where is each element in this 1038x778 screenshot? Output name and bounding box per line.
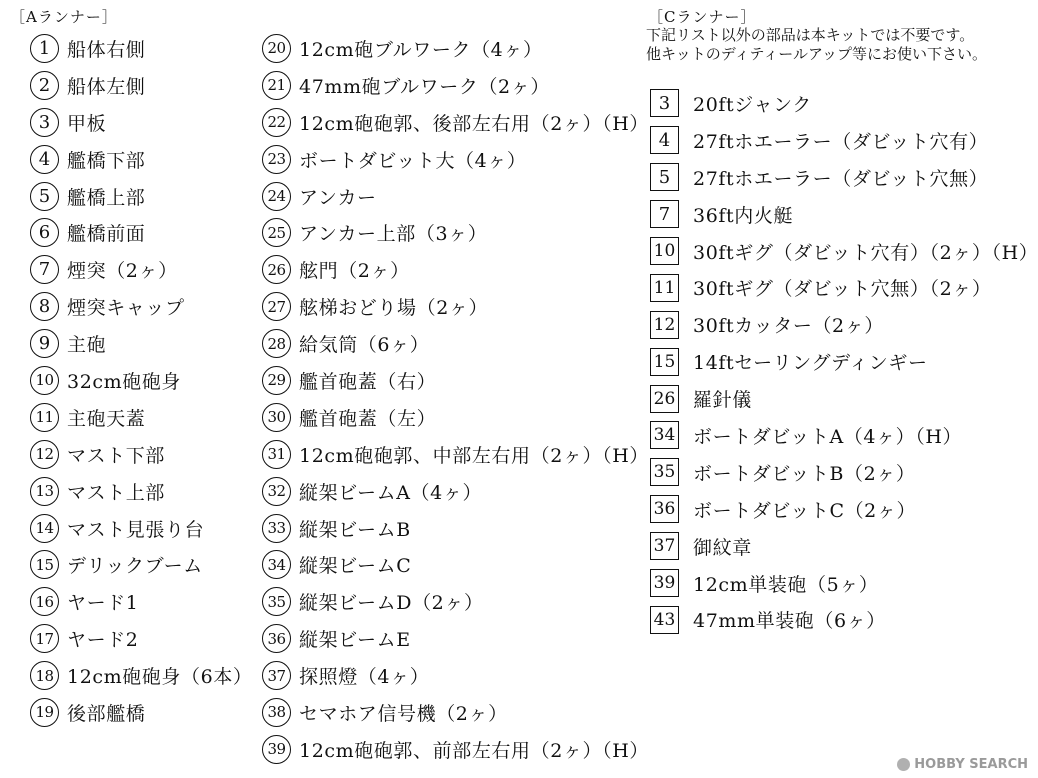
part-row [30,657,253,694]
part-row [30,30,253,67]
part-row [30,288,253,325]
part-number-circle: 13 [30,477,59,506]
part-name: 47mm砲ブルワーク（2ヶ） [299,75,550,98]
part-name: ボートダビットC（2ヶ） [693,499,917,522]
part-name: 20ftジャンク [693,93,812,116]
part-row [262,436,649,473]
part-number-circle: 4 [30,145,59,174]
part-name: 47mm単装砲（6ヶ） [693,610,886,633]
part-number-circle: 25 [262,218,291,247]
part-number-box: 15 [650,348,679,376]
part-name: 舷梯おどり場（2ヶ） [299,297,489,320]
part-name: 30ftギグ（ダビット穴無）（2ヶ） [693,278,992,301]
part-row [30,362,253,399]
part-name: マスト見張り台 [67,518,205,541]
part-row [650,491,1038,528]
part-row [262,178,649,215]
part-row [650,85,1038,122]
part-number-circle: 21 [262,71,291,100]
part-row [30,325,253,362]
part-row [262,731,649,768]
part-row [650,306,1038,343]
part-row [262,510,649,547]
part-row [262,657,649,694]
part-name: 給気筒（6ヶ） [299,334,430,357]
part-name: 36ft内火艇 [693,204,794,227]
part-number-circle: 29 [262,366,291,395]
part-number-circle: 31 [262,440,291,469]
part-row [30,583,253,620]
part-number-circle: 7 [30,255,59,284]
part-row [262,141,649,178]
part-name: 船体右側 [67,38,146,61]
part-number-box: 37 [650,532,679,560]
part-row [30,141,253,178]
c-runner-title: ［Cランナー］ [648,8,757,26]
part-name: マスト下部 [67,444,166,467]
part-name: 舷門（2ヶ） [299,260,410,283]
part-number-circle: 32 [262,477,291,506]
part-name: ヤード2 [67,629,139,652]
part-number-box: 5 [650,163,679,191]
part-number-box: 26 [650,385,679,413]
part-name: ボートダビットA（4ヶ）（H） [693,425,963,448]
part-number-circle: 15 [30,550,59,579]
part-row [650,528,1038,565]
c-runner-note [646,26,987,64]
part-row [30,67,253,104]
part-name: 30ftカッター（2ヶ） [693,315,884,338]
part-name: 艦首砲蓋（右） [299,370,437,393]
part-number-circle: 37 [262,661,291,690]
part-number-circle: 23 [262,145,291,174]
part-name: 艦橋前面 [67,223,146,246]
part-name: 14ftセーリングディンギー [693,352,928,375]
part-name: アンカー上部（3ヶ） [299,223,488,246]
part-name: セマホア信号機（2ヶ） [299,702,508,725]
part-row [30,251,253,288]
part-number-box: 7 [650,200,679,228]
part-number-circle: 9 [30,329,59,358]
part-row [262,251,649,288]
hobby-search-logo-icon [897,758,910,771]
part-number-circle: 22 [262,108,291,137]
part-name: 艦橋上部 [67,186,146,209]
part-number-circle: 6 [30,218,59,247]
part-number-box: 12 [650,311,679,339]
watermark-text: HOBBY SEARCH [914,757,1028,772]
part-number-box: 11 [650,274,679,302]
part-name: 主砲天蓋 [67,407,146,430]
part-row [30,694,253,731]
part-name: 艦首砲蓋（左） [299,407,437,430]
part-row [30,214,253,251]
part-name: 30ftギグ（ダビット穴有）（2ヶ）（H） [693,241,1038,264]
part-number-circle: 14 [30,514,59,543]
part-row [650,343,1038,380]
part-number-circle: 18 [30,661,59,690]
part-name: 羅針儀 [693,389,752,412]
part-name: 12cm砲砲郭、後部左右用（2ヶ）（H） [299,112,649,135]
part-number-circle: 10 [30,366,59,395]
part-name: マスト上部 [67,481,166,504]
part-row [30,620,253,657]
part-number-box: 36 [650,495,679,523]
part-number-box: 35 [650,458,679,486]
part-number-circle: 30 [262,403,291,432]
c-runner-note-line-2: 他キットのディティールアップ等にお使い下さい。 [646,45,987,63]
part-number-box: 34 [650,421,679,449]
part-number-circle: 8 [30,292,59,321]
c-runner-list [650,85,1038,638]
part-row [262,694,649,731]
part-number-circle: 39 [262,735,291,764]
part-name: ボートダビット大（4ヶ） [299,149,527,172]
part-name: 12cm砲砲身（6本） [67,666,253,689]
part-name: 12cm砲砲郭、前部左右用（2ヶ）（H） [299,739,649,762]
part-row [650,380,1038,417]
part-name: 27ftホエーラー（ダビット穴有） [693,130,989,153]
part-name: 縦架ビームE [299,629,411,652]
part-number-box: 4 [650,126,679,154]
part-number-circle: 38 [262,698,291,727]
part-row [262,546,649,583]
part-number-circle: 33 [262,514,291,543]
part-row [262,30,649,67]
part-row [650,454,1038,491]
part-number-circle: 17 [30,624,59,653]
hobby-search-watermark [897,757,1028,772]
part-number-box: 43 [650,606,679,634]
part-name: 27ftホエーラー（ダビット穴無） [693,167,989,190]
part-name: 12cm砲ブルワーク（4ヶ） [299,38,543,61]
part-number-circle: 26 [262,255,291,284]
part-name: 艦橋下部 [67,149,146,172]
part-number-box: 3 [650,89,679,117]
a-runner-list-column-1 [30,30,253,731]
part-name: 探照燈（4ヶ） [299,666,430,689]
part-number-circle: 24 [262,182,291,211]
part-name: ボートダビットB（2ヶ） [693,462,916,485]
part-number-circle: 36 [262,624,291,653]
part-number-circle: 1 [30,34,59,63]
part-row [30,473,253,510]
part-number-circle: 27 [262,292,291,321]
part-number-circle: 34 [262,550,291,579]
part-name: 船体左側 [67,75,146,98]
part-row [30,104,253,141]
part-row [650,565,1038,602]
part-name: 12cm砲砲郭、中部左右用（2ヶ）（H） [299,444,649,467]
part-name: 12cm単装砲（5ヶ） [693,573,879,596]
part-name: 煙突（2ヶ） [67,260,178,283]
part-name: 縦架ビームA（4ヶ） [299,481,483,504]
c-runner-note-line-1: 下記リスト以外の部品は本キットでは不要です。 [646,26,975,44]
part-row [262,288,649,325]
part-row [262,104,649,141]
part-name: デリックブーム [67,555,203,578]
part-number-circle: 12 [30,440,59,469]
a-runner-list-column-2 [262,30,649,768]
part-name: 煙突キャップ [67,297,185,320]
part-row [262,67,649,104]
part-name: 32cm砲砲身 [67,370,182,393]
part-row [650,269,1038,306]
part-row [650,196,1038,233]
part-number-circle: 3 [30,108,59,137]
part-row [262,473,649,510]
part-row [262,214,649,251]
part-name: 後部艦橋 [67,702,146,725]
part-number-circle: 5 [30,182,59,211]
part-number-circle: 35 [262,587,291,616]
part-row [650,601,1038,638]
part-name: 主砲 [67,334,107,357]
part-name: 縦架ビームD（2ヶ） [299,592,484,615]
part-number-box: 10 [650,237,679,265]
part-row [650,122,1038,159]
part-name: 御紋章 [693,536,752,559]
part-name: アンカー [299,186,377,209]
part-name: 甲板 [67,112,107,135]
part-row [30,546,253,583]
part-row [30,436,253,473]
part-row [262,399,649,436]
part-name: ヤード1 [67,592,139,615]
a-runner-title: ［Aランナー］ [10,8,118,26]
part-row [650,417,1038,454]
part-number-circle: 20 [262,34,291,63]
part-number-circle: 16 [30,587,59,616]
part-number-circle: 2 [30,71,59,100]
part-row [262,620,649,657]
part-row [262,325,649,362]
part-number-circle: 28 [262,329,291,358]
part-name: 縦架ビームB [299,518,411,541]
part-row [262,362,649,399]
part-row [650,233,1038,270]
part-name: 縦架ビームC [299,555,412,578]
part-row [650,159,1038,196]
part-row [30,510,253,547]
part-number-circle: 11 [30,403,59,432]
part-number-circle: 19 [30,698,59,727]
part-row [30,178,253,215]
part-row [30,399,253,436]
part-number-box: 39 [650,569,679,597]
part-row [262,583,649,620]
